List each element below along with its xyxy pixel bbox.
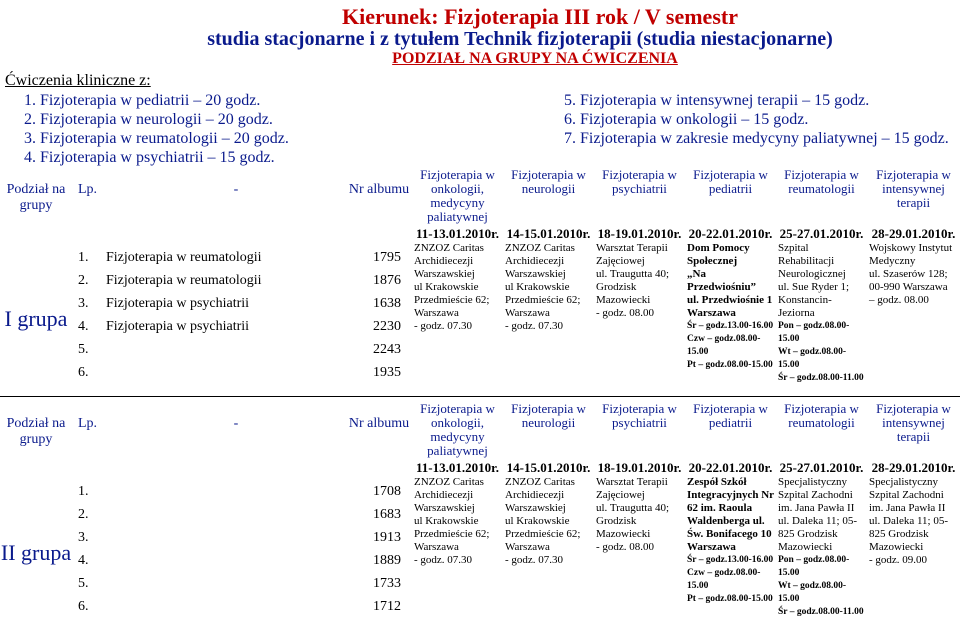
header-col-intensywna: Fizjoterapia w intensywnej terapii <box>876 401 951 444</box>
table-row: 4. 1889 <box>78 552 401 568</box>
table-row: 4. Fizjoterapia w psychiatrii 2230 <box>78 318 401 334</box>
table-row: 3. 1913 <box>78 529 401 545</box>
header-col-neurologia: Fizjoterapia w neurologii <box>511 401 586 430</box>
date-cell: 28-29.01.2010r. <box>871 226 956 241</box>
date-cell: 20-22.01.2010r. <box>688 460 773 475</box>
place-psychiatria: Warsztat Terapii Zajęciowej ul. Traugutta 40; Grodzisk Mazowiecki - godz. 08.00 <box>596 476 670 553</box>
place-neurologia: ZNZOZ Caritas Archidiecezji Warszawskiej ul Krakowskie Przedmieście 62; Warszawa - godz. 07.30 <box>505 476 581 566</box>
date-cell: 28-29.01.2010r. <box>871 460 956 475</box>
page-subtitle: studia stacjonarne i z tytułem Technik fizjoterapii (studia niestacjonarne) <box>207 28 833 50</box>
group2-students <box>72 476 412 630</box>
place-neurologia: ZNZOZ Caritas Archidiecezji Warszawskiej ul Krakowskie Przedmieście 62; Warszawa - godz. 07.30 <box>505 242 581 332</box>
header-dash: - <box>233 416 239 431</box>
header-col-neurologia: Fizjoterapia w neurologii <box>511 167 586 196</box>
date-cell: 11-13.01.2010r. <box>416 226 499 241</box>
table-row: 6. 1712 <box>78 598 401 614</box>
table-row: 2. 1683 <box>78 506 401 522</box>
table-row: 6. 1935 <box>78 364 401 380</box>
header-col-psychiatria: Fizjoterapia w psychiatrii <box>602 167 677 196</box>
date-cell: 25-27.01.2010r. <box>779 226 864 241</box>
place-onkologia: ZNZOZ Caritas Archidiecezji Warszawskiej ul Krakowskie Przedmieście 62; Warszawa - godz. 07.30 <box>414 242 490 332</box>
table-row: 1. 1708 <box>78 483 401 499</box>
place-pediatria: Dom Pomocy Społecznej „Na Przedwiośniu” ul. Przedwiośnie 1 Warszawa Śr – godz.13.00-16.00 Czw – godz.08.00-15.00 Pt – godz.08.00-15.00 <box>687 242 774 370</box>
table-row: 2. Fizjoterapia w reumatologii 1876 <box>78 272 401 288</box>
date-cell: 14-15.01.2010r. <box>506 460 591 475</box>
header-col-reumatologia: Fizjoterapia w reumatologii <box>784 167 859 196</box>
table-row: 5. 2243 <box>78 341 401 357</box>
list-item: 6. Fizjoterapia w onkologii – 15 godz. <box>564 111 809 128</box>
group1-students <box>72 242 412 396</box>
header-col-psychiatria: Fizjoterapia w psychiatrii <box>602 401 677 430</box>
header-dash: - <box>233 182 239 197</box>
place-intensywna: Wojskowy Instytut Medyczny ul. Szaserów 128; 00-990 Warszawa – godz. 08.00 <box>869 242 953 306</box>
place-psychiatria: Warsztat Terapii Zajęciowej ul. Traugutta 40; Grodzisk Mazowiecki - godz. 08.00 <box>596 242 670 319</box>
divider <box>0 396 960 397</box>
header-col-onkologia: Fizjoterapia w onkologii, medycyny paliatywnej <box>420 167 495 224</box>
header-lp: Lp. <box>78 416 98 431</box>
header-podzial: Podział na grupy <box>6 182 66 213</box>
header-col-pediatria: Fizjoterapia w pediatrii <box>693 167 768 196</box>
header-nr-albumu: Nr albumu <box>348 182 410 197</box>
table-row: 1. Fizjoterapia w reumatologii 1795 <box>78 249 401 265</box>
course-list-left <box>24 91 289 167</box>
date-cell: 25-27.01.2010r. <box>779 460 864 475</box>
place-reumatologia: Specjalistyczny Szpital Zachodni im. Jana Pawła II ul. Daleka 11; 05- 825 Grodzisk Mazowiecki Pon – godz.08.00-15.00 Wt – godz.08.00-15.00 Śr – godz.08.00-11.00 <box>778 476 864 617</box>
header-col-onkologia: Fizjoterapia w onkologii, medycyny paliatywnej <box>420 401 495 458</box>
list-item: 4. Fizjoterapia w psychiatrii – 15 godz. <box>24 149 275 166</box>
header-nr-albumu: Nr albumu <box>348 416 410 431</box>
group2-table <box>0 402 960 630</box>
place-intensywna: Specjalistyczny Szpital Zachodni im. Jana Pawła II ul. Daleka 11; 05- 825 Grodzisk Mazowiecki - godz. 09.00 <box>869 476 949 566</box>
group1-table <box>0 168 960 396</box>
date-cell: 11-13.01.2010r. <box>416 460 499 475</box>
list-item: 1. Fizjoterapia w pediatrii – 20 godz. <box>24 92 261 109</box>
header-podzial: Podział na grupy <box>6 416 66 447</box>
course-list-right <box>564 91 949 148</box>
date-cell: 18-19.01.2010r. <box>597 226 682 241</box>
page-title: Kierunek: Fizjoterapia III rok / V semestr <box>342 4 738 29</box>
header-col-pediatria: Fizjoterapia w pediatrii <box>693 401 768 430</box>
place-pediatria: Zespół Szkół Integracyjnych Nr 62 im. Raoula Waldenberga ul. Św. Bonifacego 10 Warszawa Śr – godz.13.00-16.00 Czw – godz.08.00-15.00 Pt – godz.08.00-15.00 <box>687 476 775 604</box>
date-cell: 20-22.01.2010r. <box>688 226 773 241</box>
header-col-intensywna: Fizjoterapia w intensywnej terapii <box>876 167 951 210</box>
place-onkologia: ZNZOZ Caritas Archidiecezji Warszawskiej ul Krakowskie Przedmieście 62; Warszawa - godz. 07.30 <box>414 476 490 566</box>
table-row: 5. 1733 <box>78 575 401 591</box>
date-cell: 14-15.01.2010r. <box>506 226 591 241</box>
group1-label: I grupa <box>4 305 68 331</box>
place-reumatologia: Szpital Rehabilitacji Neurologicznej ul. Sue Ryder 1; Konstancin- Jeziorna Pon – godz.08.00-15.00 Wt – godz.08.00-15.00 Śr – godz.08.00-11.00 <box>778 242 864 383</box>
section-title: PODZIAŁ NA GRUPY NA ĆWICZENIA <box>392 50 678 67</box>
date-cell: 18-19.01.2010r. <box>597 460 682 475</box>
header-lp: Lp. <box>78 182 98 197</box>
list-item: 7. Fizjoterapia w zakresie medycyny paliatywnej – 15 godz. <box>564 130 949 147</box>
table-row: 3. Fizjoterapia w psychiatrii 1638 <box>78 295 401 311</box>
group2-label: II grupa <box>0 539 72 565</box>
list-item: 5. Fizjoterapia w intensywnej terapii – 15 godz. <box>564 92 870 109</box>
list-item: 3. Fizjoterapia w reumatologii – 20 godz. <box>24 130 289 147</box>
list-item: 2. Fizjoterapia w neurologii – 20 godz. <box>24 111 273 128</box>
cwiczenia-heading: Ćwiczenia kliniczne z: <box>5 72 151 89</box>
header-col-reumatologia: Fizjoterapia w reumatologii <box>784 401 859 430</box>
